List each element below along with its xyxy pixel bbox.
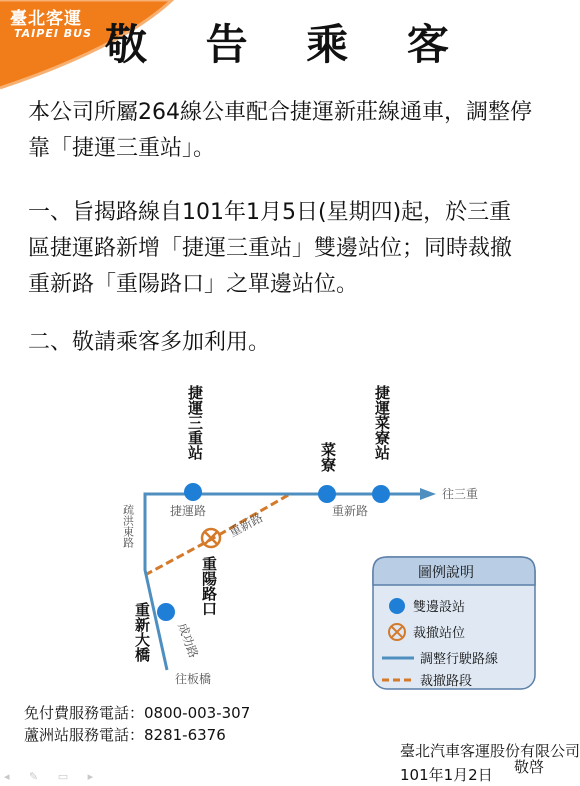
stop-mrt-caiting-marker [372,485,390,503]
respect-sign: 敬啓 [514,758,545,776]
removed-stop-icon [202,529,220,547]
notice-date: 101年1月2日 [400,766,493,784]
stop-mrt-sanchong-marker [184,483,202,501]
direction-sanchong: 往三重 [442,487,479,501]
intro-paragraph: 本公司所屬264線公車配合捷運新莊線通車，調整停靠「捷運三重站」。 [28,100,532,161]
company-name: 臺北汽車客運股份有限公司 [400,742,580,760]
legend-title: 圖例說明 [418,565,474,581]
label-mrt-caiting: 捷運菜寮站 [373,385,391,460]
legend-box [373,557,535,689]
label-mrt-sanchong: 捷運三重站 [186,385,204,460]
stop-caiting-marker [318,485,336,503]
notice-title: 敬 告 乘 客 [105,20,471,69]
road-shuhong-east: 疏洪東路 [121,504,135,548]
logo-name-en: TAIPEI BUS [14,27,92,40]
route-map [0,370,555,700]
road-jieyun: 捷運路 [170,504,207,518]
legend-removed: 裁撤站位 [413,626,466,641]
label-caiting: 菜寮 [319,442,337,472]
road-chenggong: 成功路 [175,621,201,660]
road-chongxin-2: 重新路 [332,504,369,518]
road-chongxin-1: 重新路 [226,510,266,540]
label-chongyang: 重陽路口 [200,556,218,616]
item-two: 二、敬請乘客多加利用。 [28,330,271,355]
item-one: 一、旨揭路線自101年1月5日(星期四)起，於三重區捷運路新增「捷運三重站」雙邊站位；同時裁撤重新路「重陽路口」之單邊站位。 [28,200,513,297]
legend-both-side: 雙邊設站 [413,600,466,615]
slide-toolbar[interactable]: ◂ ✎ ▭ ▸ [4,770,102,783]
stop-chongxin-bridge-marker [157,603,175,621]
route-arrow-icon [420,488,436,500]
direction-banqiao: 往板橋 [175,672,212,686]
legend-route: 調整行駛路線 [420,652,499,667]
toll-free-phone: 免付費服務電話：0800-003-307 [24,704,251,722]
logo-name-cn: 臺北客運 [10,9,82,29]
label-chongxin-bridge: 重新大橋 [133,602,151,662]
luzhou-phone: 蘆洲站服務電話：8281-6376 [24,726,226,744]
legend-removed-section: 裁撤路段 [420,674,473,689]
